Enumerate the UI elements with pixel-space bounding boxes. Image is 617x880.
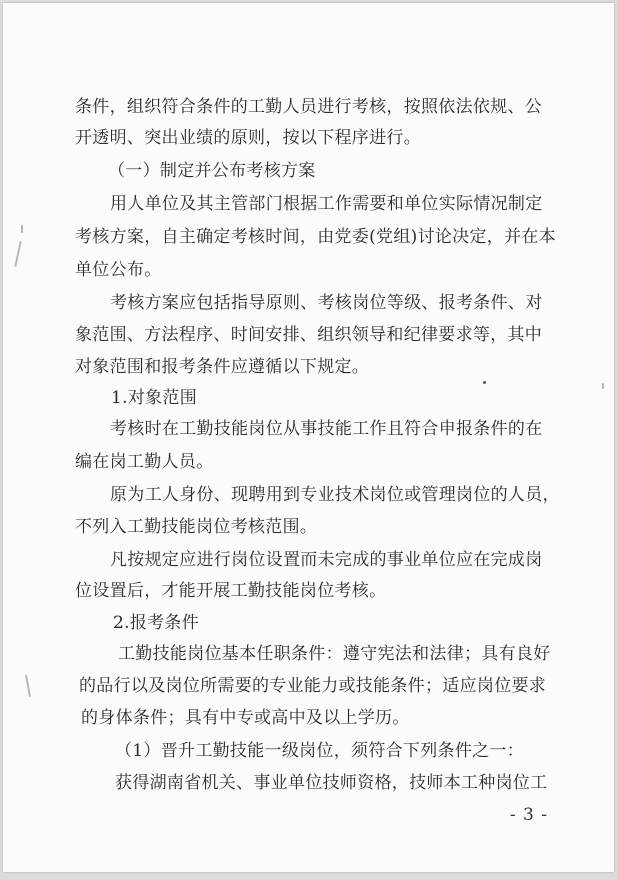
body-line: 获得湖南省机关、事业单位技师资格，技师本工种岗位工 [115,773,548,793]
body-line: 编在岗工勤人员。 [75,452,214,472]
document-page [3,3,614,872]
body-line: 不列入工勤技能岗位考核范围。 [75,517,318,537]
body-line: 位设置后，才能开展工勤技能岗位考核。 [75,581,387,601]
body-line: 条件，组织符合条件的工勤人员进行考核，按照依法依规、公 [75,97,543,117]
body-line: 用人单位及其主管部门根据工作需要和单位实际情况制定 [110,194,543,214]
body-line: 的品行以及岗位所需要的专业能力或技能条件；适应岗位要求 [79,676,547,696]
scan-mark [14,241,21,267]
scan-mark [21,225,23,233]
subsection-heading: 2.报考条件 [113,613,200,633]
body-line: 考核方案应包括指导原则、考核岗位等级、报考条件、对 [110,293,543,313]
body-line: 凡按规定应进行岗位设置而未完成的事业单位应在完成岗 [110,550,543,570]
body-line: 象范围、方法程序、时间安排、组织领导和纪律要求等，其中 [75,325,543,345]
page-number: - 3 - [509,805,548,825]
body-line: 原为工人身份、现聘用到专业技术岗位或管理岗位的人员， [110,485,560,505]
scan-mark [25,675,31,697]
body-line: 对象范围和报考条件应遵循以下规定。 [75,357,370,377]
body-line: （1）晋升工勤技能一级岗位，须符合下列条件之一： [115,741,525,761]
body-line: 开透明、突出业绩的原则，按以下程序进行。 [75,128,421,148]
body-line: 的身体条件；具有中专或高中及以上学历。 [81,708,410,728]
section-heading: （一）制定并公布考核方案 [108,161,316,181]
scan-mark [483,381,486,384]
body-line: 考核时在工勤技能岗位从事技能工作且符合申报条件的在 [110,419,543,439]
body-line: 考核方案，自主确定考核时间，由党委(党组)讨论决定，并在本 [75,227,556,247]
body-line: 单位公布。 [75,260,162,280]
body-line: 工勤技能岗位基本任职条件：遵守宪法和法律；具有良好 [118,644,551,664]
scan-mark [602,383,604,389]
subsection-heading: 1.对象范围 [111,388,198,408]
